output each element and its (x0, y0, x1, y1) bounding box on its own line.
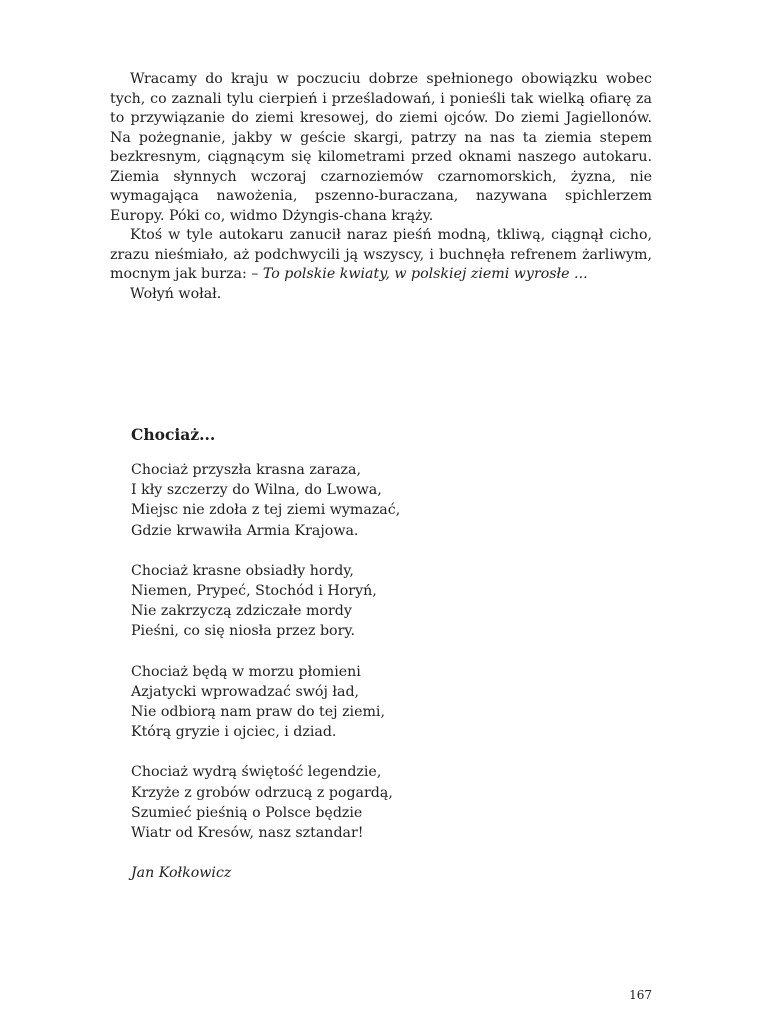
poem-line: Chociaż wydrą świętość legendzie, (131, 764, 382, 781)
poem-line: Krzyże z grobów odrzucą z pogardą, (131, 784, 393, 801)
song-quote: To polskie kwiaty, w polskiej ziemi wyrosłe ... (262, 266, 588, 282)
poem-line: I kły szczerzy do Wilna, do Lwowa, (131, 482, 382, 499)
poem-line: Chociaż będą w morzu płomieni (131, 663, 361, 680)
poem-stanza-1 (131, 460, 531, 541)
poem-stanza-2 (131, 561, 531, 642)
poem-line: Szumieć pieśnią o Polsce będzie (131, 804, 363, 821)
poem-title: Chociaż... (131, 425, 216, 444)
poem-line: Pieśni, co się niosła przez bory. (131, 623, 356, 640)
prose-section (110, 70, 652, 304)
poem (131, 460, 531, 863)
poem-line: Wiatr od Kresów, nasz sztandar! (131, 825, 364, 842)
poem-line: Miejsc nie zdoła z tej ziemi wymazać, (131, 502, 401, 519)
poem-line: Azjatycki wprowadzać swój ład, (131, 683, 360, 700)
poem-line: Którą gryzie i ojciec, i dziad. (131, 724, 337, 741)
prose-paragraph-3: Wołyń wołał. (130, 285, 222, 302)
page-number: 167 (629, 988, 652, 1002)
poem-line: Chociaż krasne obsiadły hordy, (131, 562, 354, 579)
poem-stanza-3 (131, 662, 531, 743)
poem-line: Nie zakrzyczą zdziczałe mordy (131, 603, 352, 620)
prose-paragraph-1: Wracamy do kraju w poczuciu dobrze spełnionego obowiązku wobec tych, co zaznali tylu cierpień i prześladowań, i ponieśli tak wielką ofiarę za to przywiązanie do ziemi kresowej, do ziemi ojców. Do ziemi Jagiellonów. Na pożegnanie, jakby w geście skargi, patrzy na nas ta ziemia stepem bezkresnym, ciągnącym się kilometrami przed oknami naszego autokaru. Ziemia słynnych wczoraj czarnoziemów czarnomorskich, żyzna, nie wymagająca nawożenia, pszenno-buraczana, nazywana spichlerzem Europy. Póki co, widmo Dżyngis-chana krąży. (110, 71, 652, 224)
prose-paragraph-2-text: Ktoś w tyle autokaru zanucił naraz pieśń modną, tkliwą, ciągnął cicho, zrazu nieśmiało, aż podchwycili ją wszyscy, i buchnęła refrenem żarliwym, mocnym jak burza: – (110, 227, 652, 282)
poem-stanza-4 (131, 762, 531, 843)
poem-line: Nie odbiorą nam praw do tej ziemi, (131, 704, 385, 721)
poem-line: Gdzie krwawiła Armia Krajowa. (131, 522, 359, 539)
prose-paragraph-2 (110, 226, 652, 285)
poem-line: Niemen, Prypeć, Stochód i Horyń, (131, 583, 377, 600)
poem-author: Jan Kołkowicz (131, 865, 232, 881)
poem-line: Chociaż przyszła krasna zaraza, (131, 462, 361, 478)
